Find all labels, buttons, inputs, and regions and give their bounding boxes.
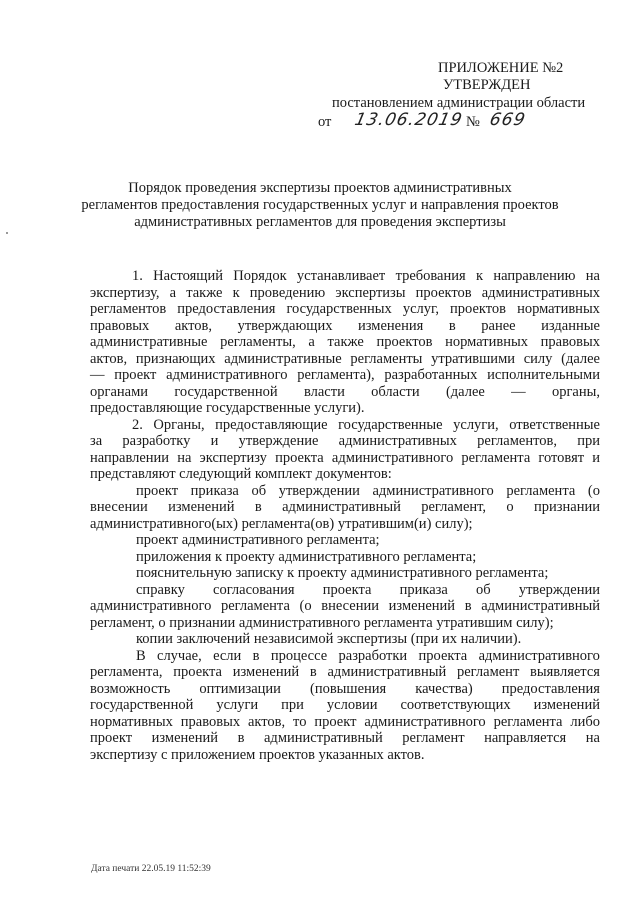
body-line <box>90 351 600 368</box>
body-word: правовых <box>180 713 241 730</box>
body-word: правовых <box>540 334 600 350</box>
body-word: если <box>213 647 242 664</box>
body-line <box>90 417 600 434</box>
document-body <box>90 268 600 763</box>
body-word: на <box>177 449 192 466</box>
body-word: в <box>464 598 472 614</box>
body-word: экспертизу <box>199 449 267 466</box>
body-line <box>90 268 600 285</box>
document-title <box>60 180 580 231</box>
body-word: признании <box>534 499 600 515</box>
body-word: регламента), <box>297 367 375 383</box>
body-word: 2. <box>132 416 143 433</box>
body-word: предоставляющие государственные услуги). <box>90 400 365 416</box>
body-word: изменений <box>232 664 300 680</box>
body-word: изменений <box>533 697 600 713</box>
body-word: то <box>293 713 307 730</box>
body-word: пояснительную записку к проекту административного регламента; <box>136 565 549 581</box>
body-word: процессе <box>270 647 328 664</box>
body-word: административных <box>338 433 457 449</box>
approved-label: УТВЕРЖДЕН <box>443 77 531 93</box>
body-line <box>90 582 600 599</box>
body-line <box>90 697 600 714</box>
appendix-label: ПРИЛОЖЕНИЕ №2 <box>438 60 564 76</box>
title-line: административных регламентов для проведения экспертизы <box>134 214 506 230</box>
body-word: и <box>592 449 600 466</box>
body-word: услуги <box>216 697 259 713</box>
body-word: соответствующих <box>400 697 511 713</box>
body-word: за <box>90 433 103 449</box>
body-word: административного(ых) регламента(ов) утратившим(и) силу); <box>90 515 473 532</box>
body-word: утверждении <box>518 581 600 598</box>
body-word: проекта <box>173 664 222 680</box>
body-word: области <box>371 383 420 400</box>
body-line <box>90 466 600 483</box>
body-word: утверждающих <box>237 317 333 334</box>
body-word: в <box>254 499 262 515</box>
body-word: регламента <box>461 449 531 466</box>
body-word: регламент, <box>421 499 487 515</box>
body-word: регламент, о признании административного регламента утратившим силу); <box>90 614 554 631</box>
body-word: в <box>252 647 260 664</box>
body-word: к <box>232 284 240 301</box>
body-line <box>90 433 600 450</box>
print-date: Дата печати 22.05.19 11:52:39 <box>91 864 211 874</box>
body-line <box>90 516 600 533</box>
body-word: (о <box>587 482 600 499</box>
body-word: приложения к проекту административного регламента; <box>136 548 477 565</box>
body-word: а <box>169 284 177 301</box>
body-word: при <box>281 697 304 713</box>
body-line <box>90 285 600 302</box>
body-word: проектов <box>376 334 433 350</box>
body-word: проекта <box>322 581 372 598</box>
body-line <box>90 631 600 648</box>
body-word: изменения <box>358 317 424 334</box>
body-word: Порядок <box>233 268 287 284</box>
body-word: готовят <box>538 449 585 466</box>
body-word: — <box>511 383 526 400</box>
body-word: экспертизу, <box>90 284 160 301</box>
body-word: органами <box>90 383 149 400</box>
body-word: проект административного регламента; <box>136 532 380 548</box>
body-word: выявляется <box>530 664 600 680</box>
scan-speck <box>6 232 8 234</box>
body-line <box>90 598 600 615</box>
handwritten-number: 669 <box>487 110 528 130</box>
body-word: государственных <box>286 301 392 317</box>
body-word: регламент <box>402 730 465 746</box>
body-word: о <box>506 499 514 515</box>
body-word: регламента <box>506 482 576 499</box>
body-word: регламента, <box>90 664 163 680</box>
body-word: Органы, <box>153 416 205 433</box>
body-word: приказа <box>190 482 239 499</box>
body-word: регламента <box>493 713 563 730</box>
body-word: утверждение <box>238 433 319 449</box>
body-word: устанавливает <box>296 268 386 284</box>
body-line <box>90 499 600 516</box>
body-line <box>90 367 600 384</box>
body-word: актов, <box>247 713 286 730</box>
body-word: (повышения <box>309 680 387 697</box>
body-word: государственной <box>174 383 278 400</box>
body-word: регламент <box>457 664 520 680</box>
body-word: 1. <box>132 268 143 284</box>
body-word: проект <box>114 367 157 383</box>
body-line <box>90 615 600 632</box>
body-word: актов, <box>174 317 213 334</box>
body-word: экспертизы <box>335 284 406 301</box>
body-word: нормативных <box>90 713 173 730</box>
body-word: проект <box>314 713 357 730</box>
body-word: а <box>308 334 315 350</box>
body-word: об <box>251 482 267 499</box>
body-line <box>90 747 600 764</box>
body-word: регламенты <box>350 350 423 367</box>
body-word: разработки <box>338 647 408 664</box>
body-word: приказа <box>399 581 448 598</box>
body-word: требования <box>395 268 466 284</box>
decree-label: постановлением администрации области <box>332 95 586 111</box>
body-word: проектов <box>450 301 506 317</box>
body-word: административные <box>90 334 208 350</box>
body-word: регламенты, <box>220 334 296 350</box>
body-line <box>90 301 600 318</box>
body-word: административного <box>90 598 212 614</box>
body-word: направлению <box>493 268 576 284</box>
body-word: актов, <box>90 350 128 367</box>
title-line: регламентов предоставления государственных услуг и направления проектов <box>81 197 559 213</box>
body-word: (далее <box>445 383 485 400</box>
body-word: регламентов <box>90 301 167 317</box>
body-word: административных <box>481 284 600 301</box>
body-word: административного <box>478 647 600 664</box>
body-word: административного <box>364 713 486 730</box>
body-word: также <box>327 334 364 350</box>
body-word: утверждении <box>278 482 360 499</box>
body-word: при <box>577 433 600 449</box>
body-word: административного <box>372 482 494 499</box>
handwritten-date: 13.06.2019 <box>352 110 465 130</box>
body-word: разработку <box>122 433 191 449</box>
body-line <box>90 664 600 681</box>
body-line <box>90 730 600 747</box>
title-line: Порядок проведения экспертизы проектов административных <box>128 180 512 196</box>
body-word: признающих <box>135 350 216 367</box>
body-word: силу <box>523 350 553 367</box>
date-prefix: от <box>318 114 332 130</box>
body-line <box>90 384 600 401</box>
body-line <box>90 400 600 417</box>
body-word: направляется <box>484 730 567 746</box>
body-word: предоставления <box>501 680 600 697</box>
body-word: (далее <box>561 350 600 367</box>
body-word: власти <box>303 383 345 400</box>
body-word: административный <box>264 730 383 746</box>
body-word: условии <box>326 697 378 713</box>
body-word: органы, <box>551 383 600 400</box>
body-word: об <box>476 581 491 598</box>
number-label: № <box>466 114 480 130</box>
body-line <box>90 549 600 566</box>
body-word: ответственные <box>509 416 600 433</box>
body-word: нормативных <box>517 301 600 317</box>
body-word: утратившими <box>431 350 516 367</box>
body-word: административного <box>331 449 454 466</box>
body-word: и <box>210 433 219 449</box>
body-word: (о <box>299 598 312 614</box>
body-word: административный <box>481 598 600 614</box>
body-word: регламента <box>220 598 290 614</box>
body-word: копии заключений независимой экспертизы (при их наличии). <box>136 631 522 647</box>
body-line <box>90 714 600 731</box>
body-word: государственной <box>90 697 194 713</box>
body-word: предоставляющие <box>215 416 328 433</box>
body-word: правовых <box>90 317 150 334</box>
body-word: случае, <box>157 647 202 664</box>
body-line <box>90 318 600 335</box>
body-word: проекта <box>275 449 324 466</box>
body-word: проект <box>136 482 179 499</box>
body-line <box>90 483 600 500</box>
body-word: в <box>448 317 456 334</box>
body-word: услуги, <box>453 416 499 433</box>
body-word: также <box>186 284 223 301</box>
body-word: административный <box>282 499 401 515</box>
body-word: оптимизации <box>199 680 281 697</box>
body-word: административного <box>166 367 288 383</box>
body-word: либо <box>570 713 600 730</box>
body-word: проектов <box>415 284 472 301</box>
body-word: регламентов, <box>477 433 557 449</box>
body-word: административные <box>224 350 342 367</box>
body-word: внесении <box>321 598 380 614</box>
body-word: изменений <box>151 730 219 746</box>
body-word: внесении <box>90 499 148 515</box>
body-word: исполнительными <box>487 367 600 383</box>
body-line <box>90 565 600 582</box>
body-line <box>90 334 600 351</box>
body-line <box>90 681 600 698</box>
body-word: ранее <box>481 317 516 334</box>
body-word: на <box>585 268 600 284</box>
body-word: согласования <box>213 581 295 598</box>
body-word: направлении <box>90 449 170 466</box>
body-word: административный <box>327 664 447 680</box>
body-word: на <box>585 730 600 746</box>
body-word: проекта <box>418 647 468 664</box>
body-word: качества) <box>415 680 473 697</box>
body-word: Настоящий <box>153 268 223 284</box>
body-word: нормативных <box>445 334 528 350</box>
body-word: предоставления <box>177 301 276 317</box>
body-word: изданные <box>541 317 600 334</box>
body-word: экспертизу с приложением проектов указанных актов. <box>90 746 425 763</box>
body-word: в <box>237 730 245 746</box>
body-word: изменений <box>388 598 456 614</box>
body-word: В <box>136 647 146 664</box>
body-word: проект <box>90 730 133 746</box>
body-word: возможность <box>90 680 171 697</box>
body-word: изменений <box>168 499 235 515</box>
body-line <box>90 450 600 467</box>
body-word: государственные <box>338 416 443 433</box>
body-word: услуг, <box>402 301 439 317</box>
body-word: представляют следующий комплект документов: <box>90 466 392 482</box>
body-word: проведению <box>249 284 326 301</box>
body-line <box>90 532 600 549</box>
body-word: справку <box>136 581 185 598</box>
body-line <box>90 648 600 665</box>
body-word: к <box>475 268 484 284</box>
body-word: — <box>90 367 105 383</box>
body-word: в <box>309 664 317 680</box>
body-word: разработанных <box>384 367 478 383</box>
